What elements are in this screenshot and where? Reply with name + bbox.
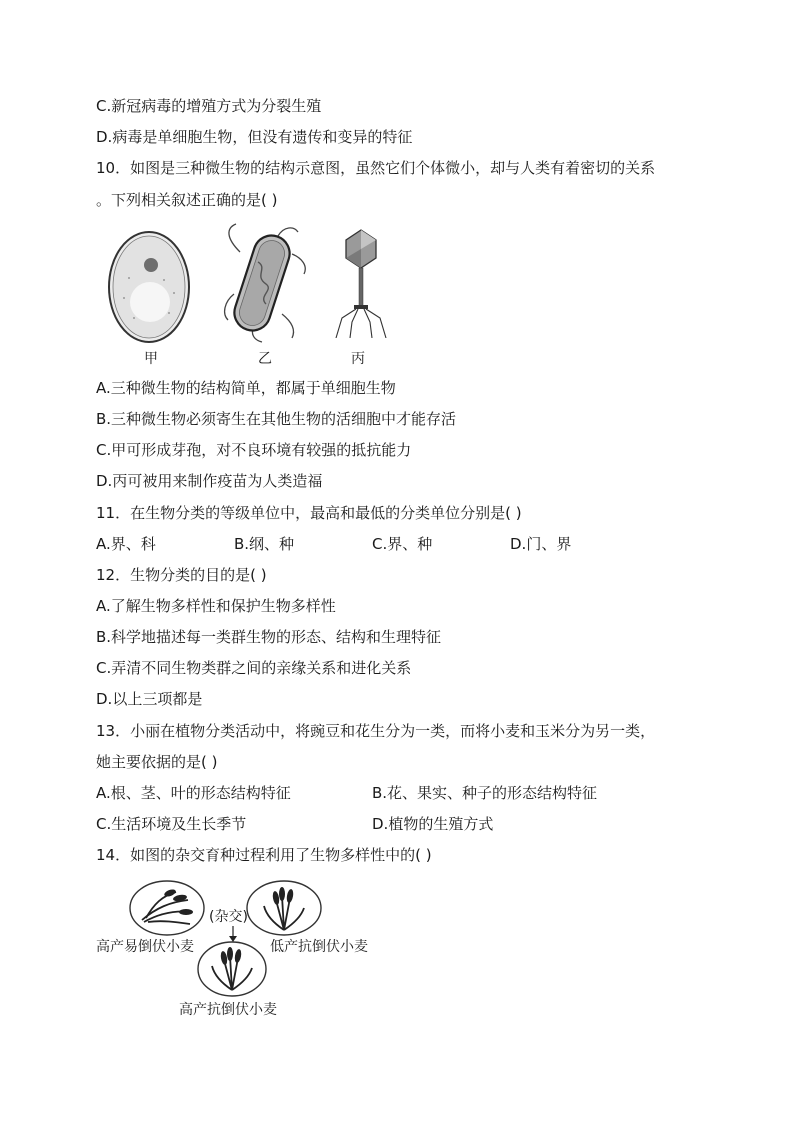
breeding-figure bbox=[96, 878, 386, 1023]
label-jia: 甲 bbox=[144, 351, 158, 367]
q13-option-c: C.生活环境及生长季节 bbox=[96, 815, 247, 833]
q13-stem-cont: 她主要依据的是( ) bbox=[96, 753, 218, 771]
q10-stem: 10．如图是三种微生物的结构示意图，虽然它们个体微小，却与人类有着密切的关系 bbox=[96, 159, 656, 177]
q11-option-d: D.门、界 bbox=[510, 535, 572, 553]
label-bing: 丙 bbox=[351, 351, 365, 367]
q13-option-a: A.根、茎、叶的形态结构特征 bbox=[96, 784, 291, 802]
q10-option-c: C.甲可形成芽孢，对不良环境有较强的抵抗能力 bbox=[96, 441, 412, 459]
q12-option-a: A.了解生物多样性和保护生物多样性 bbox=[96, 597, 336, 615]
q13-option-b: B.花、果实、种子的形态结构特征 bbox=[372, 784, 598, 802]
q11-stem: 11．在生物分类的等级单位中，最高和最低的分类单位分别是( ) bbox=[96, 504, 522, 522]
q11-option-b: B.纲、种 bbox=[234, 535, 295, 553]
q12-option-d: D.以上三项都是 bbox=[96, 690, 203, 708]
q10-option-d: D.丙可被用来制作疫苗为人类造福 bbox=[96, 472, 323, 490]
q12-option-c: C.弄清不同生物类群之间的亲缘关系和进化关系 bbox=[96, 659, 412, 677]
q12-stem: 12．生物分类的目的是( ) bbox=[96, 566, 267, 584]
label-yi: 乙 bbox=[258, 351, 272, 367]
cross-label: (杂交) bbox=[209, 909, 248, 925]
q9-option-c: C.新冠病毒的增殖方式为分裂生殖 bbox=[96, 97, 322, 115]
q12-option-b: B.科学地描述每一类群生物的形态、结构和生理特征 bbox=[96, 628, 442, 646]
left-wheat-label: 高产易倒伏小麦 bbox=[96, 939, 194, 955]
microbe-figure bbox=[100, 222, 400, 372]
q13-option-d: D.植物的生殖方式 bbox=[372, 815, 494, 833]
q14-stem: 14．如图的杂交育种过程利用了生物多样性中的( ) bbox=[96, 846, 432, 864]
q11-option-c: C.界、种 bbox=[372, 535, 433, 553]
q9-option-d: D.病毒是单细胞生物，但没有遗传和变异的特征 bbox=[96, 128, 413, 146]
q10-option-b: B.三种微生物必须寄生在其他生物的活细胞中才能存活 bbox=[96, 410, 457, 428]
bacteriophage-image bbox=[328, 228, 394, 338]
q10-option-a: A.三种微生物的结构简单，都属于单细胞生物 bbox=[96, 379, 396, 397]
yeast-cell-image bbox=[104, 228, 194, 346]
hybrid-wheat-label: 高产抗倒伏小麦 bbox=[179, 1002, 277, 1018]
right-wheat-label: 低产抗倒伏小麦 bbox=[270, 939, 368, 955]
q13-stem: 13．小丽在植物分类活动中，将豌豆和花生分为一类，而将小麦和玉米分为另一类， bbox=[96, 722, 656, 740]
q11-option-a: A.界、科 bbox=[96, 535, 156, 553]
bacterium-image bbox=[222, 222, 310, 344]
q10-stem-cont: 。下列相关叙述正确的是( ) bbox=[96, 191, 278, 209]
